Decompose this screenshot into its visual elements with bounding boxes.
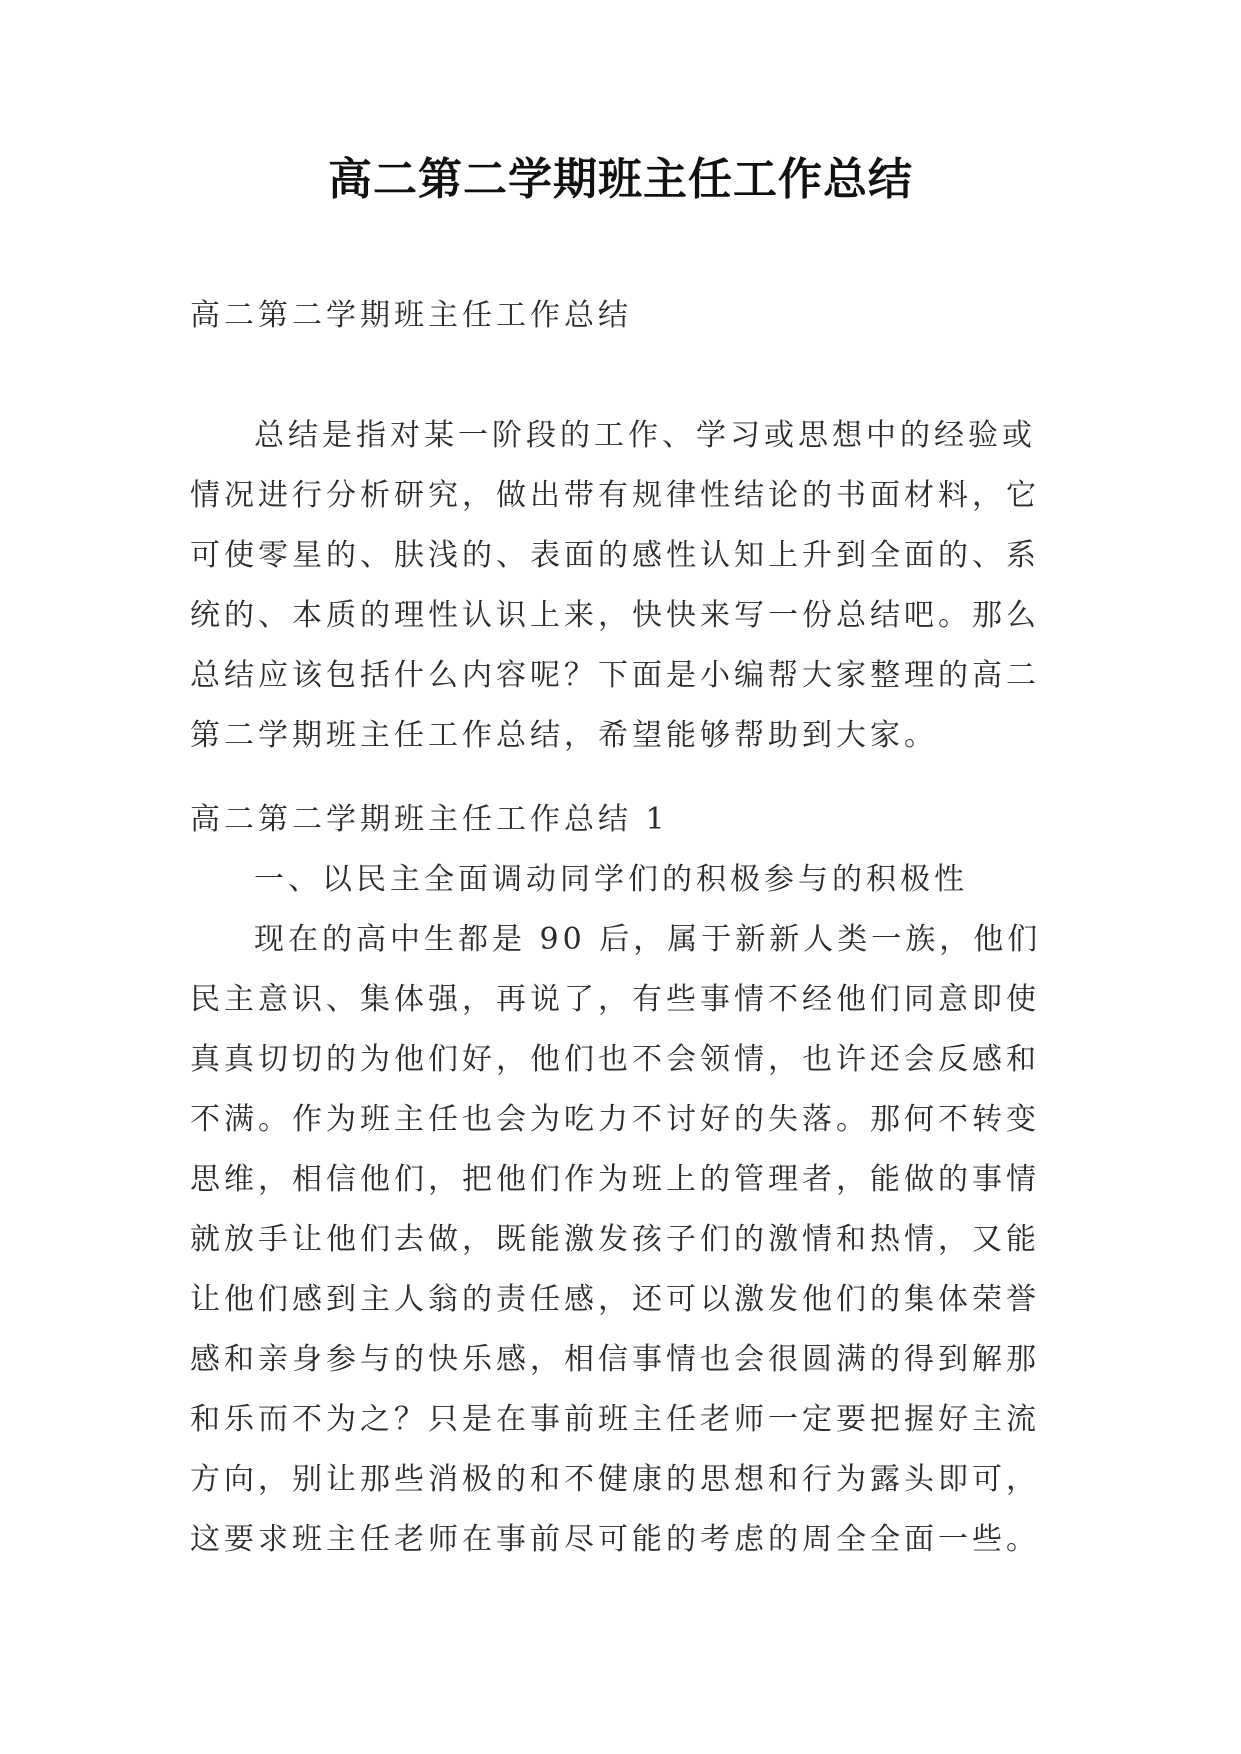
point-heading: 一、以民主全面调动同学们的积极参与的积极性 (254, 862, 968, 897)
section-heading: 高二第二学期班主任工作总结 1 (190, 802, 669, 837)
document-subtitle: 高二第二学期班主任工作总结 (190, 298, 632, 333)
document-title: 高二第二学期班主任工作总结 (328, 154, 913, 205)
intro-paragraph: 总结是指对某一阶段的工作、学习或思想中的经验或情况进行分析研究，做出带有规律性结论的书面材料，它可使零星的、肤浅的、表面的感性认知上升到全面的、系统的、本质的理性认识上来，快快来写一份总结吧。那么总结应该包括什么内容呢？下面是小编帮大家整理的高二第二学期班主任工作总结，希望能够帮助到大家。 (190, 418, 1040, 753)
body-paragraph: 现在的高中生都是 90 后，属于新新人类一族，他们民主意识、集体强，再说了，有些事情不经他们同意即使真真切切的为他们好，他们也不会领情，也许还会反感和不满。作为班主任也会为吃力不讨好的失落。那何不转变思维，相信他们，把他们作为班上的管理者，能做的事情就放手让他们去做，既能激发孩子们的激情和热情，又能让他们感到主人翁的责任感，还可以激发他们的集体荣誉感和亲身参与的快乐感，相信事情也会很圆满的得到解那和乐而不为之？只是在事前班主任老师一定要把握好主流方向，别让那些消极的和不健康的思想和行为露头即可，这要求班主任老师在事前尽可能的考虑的周全全面一些。 (190, 922, 1042, 1557)
